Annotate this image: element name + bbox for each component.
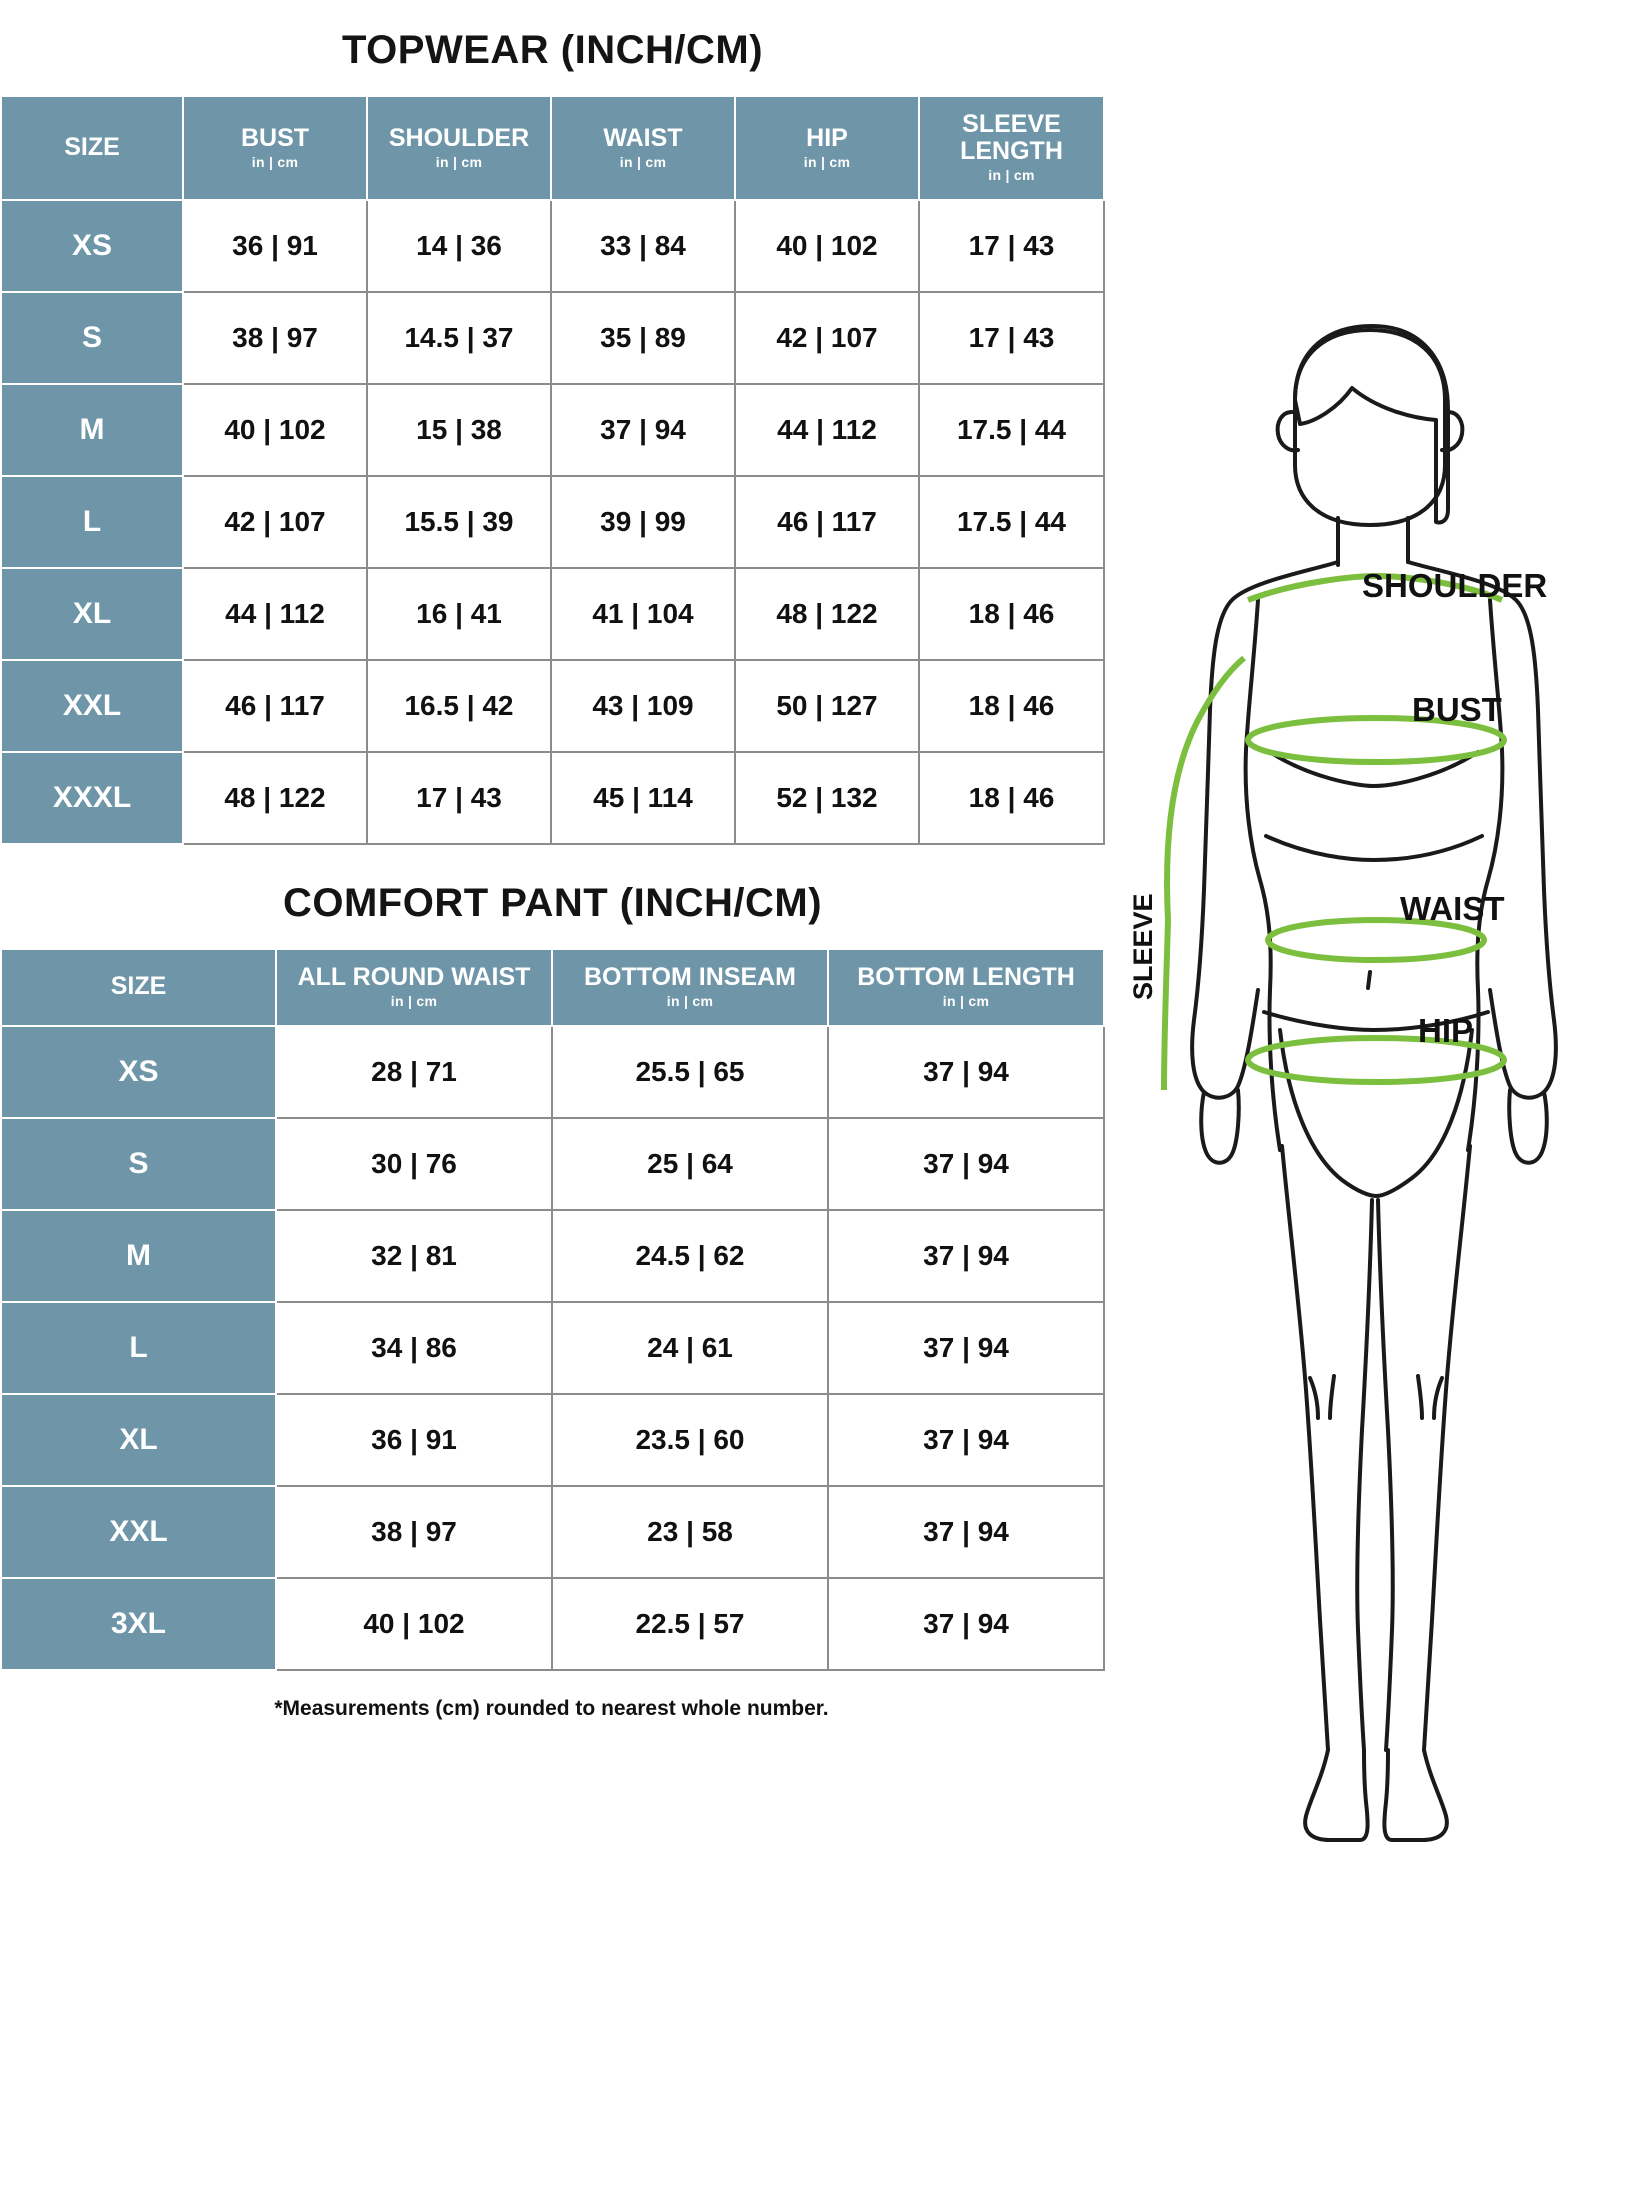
column-header-sleeve-length-unit: in | cm <box>988 167 1035 183</box>
cell-bottom-length: 37 | 94 <box>828 1026 1104 1118</box>
cell-bust: 38 | 97 <box>183 292 367 384</box>
cell-sleeve: 17.5 | 44 <box>919 384 1104 476</box>
label-hip: HIP <box>1418 1012 1474 1049</box>
head-outline <box>1295 330 1445 525</box>
cell-bottom-inseam: 23 | 58 <box>552 1486 828 1578</box>
column-header-bottom-inseam-unit: in | cm <box>666 993 714 1010</box>
cell-bottom-length: 37 | 94 <box>828 1394 1104 1486</box>
table-row <box>1 1026 1104 1118</box>
column-header-waist-unit: in | cm <box>619 153 667 170</box>
cell-bust: 36 | 91 <box>183 200 367 292</box>
label-waist: WAIST <box>1400 890 1505 927</box>
cell-waist: 33 | 84 <box>551 200 735 292</box>
cell-bust: 42 | 107 <box>183 476 367 568</box>
cell-bottom-length: 37 | 94 <box>828 1210 1104 1302</box>
cell-shoulder: 14 | 36 <box>367 200 551 292</box>
column-header-waist <box>551 96 735 200</box>
pant-table-body <box>1 1026 1104 1670</box>
cell-waist: 45 | 114 <box>551 752 735 844</box>
cell-hip: 50 | 127 <box>735 660 919 752</box>
column-header-size <box>1 96 183 200</box>
comfort-pant-table <box>0 948 1105 1671</box>
left-foot <box>1305 1750 1368 1840</box>
row-size: S <box>1 292 183 384</box>
label-shoulder: SHOULDER <box>1362 567 1548 604</box>
right-leg-inner <box>1378 1200 1393 1750</box>
column-header-bottom-inseam <box>552 949 828 1026</box>
column-header-shoulder-unit: in | cm <box>435 153 483 170</box>
cell-waist: 37 | 94 <box>551 384 735 476</box>
cell-shoulder: 17 | 43 <box>367 752 551 844</box>
cell-sleeve: 18 | 46 <box>919 660 1104 752</box>
table-row <box>1 1486 1104 1578</box>
table-header-row <box>1 96 1104 200</box>
table-row <box>1 476 1104 568</box>
column-header-hip-label: HIP <box>806 123 848 152</box>
column-header-sleeve-length-label: SLEEVE LENGTH <box>960 110 1063 165</box>
cell-shoulder: 15.5 | 39 <box>367 476 551 568</box>
brief-outline <box>1280 1030 1472 1196</box>
row-size: XXL <box>1 1486 276 1578</box>
cell-bottom-inseam: 24 | 61 <box>552 1302 828 1394</box>
column-header-hip-unit: in | cm <box>803 153 851 170</box>
row-size: XS <box>1 200 183 292</box>
measurements-footnote: *Measurements (cm) rounded to nearest whole number. <box>274 1697 829 1721</box>
right-leg-outer <box>1424 1146 1470 1750</box>
cell-hip: 44 | 112 <box>735 384 919 476</box>
cell-bottom-inseam: 25 | 64 <box>552 1118 828 1210</box>
table-row <box>1 752 1104 844</box>
cell-all-round-waist: 28 | 71 <box>276 1026 552 1118</box>
table-row <box>1 568 1104 660</box>
cell-bottom-inseam: 22.5 | 57 <box>552 1578 828 1670</box>
column-header-bust-label: BUST <box>240 123 310 152</box>
navel <box>1368 972 1370 988</box>
left-leg-outer <box>1282 1146 1328 1750</box>
sleeve-measure-line-lower <box>1164 920 1168 1090</box>
cell-bottom-inseam: 24.5 | 62 <box>552 1210 828 1302</box>
row-size: XL <box>1 568 183 660</box>
table-row <box>1 660 1104 752</box>
label-bust: BUST <box>1412 691 1502 728</box>
cell-sleeve: 18 | 46 <box>919 568 1104 660</box>
column-header-bottom-length-label: BOTTOM LENGTH <box>857 963 1075 992</box>
row-size: L <box>1 1302 276 1394</box>
table-row <box>1 1394 1104 1486</box>
column-header-all-round-waist-label: ALL ROUND WAIST <box>297 963 531 992</box>
cell-hip: 40 | 102 <box>735 200 919 292</box>
row-size: 3XL <box>1 1578 276 1670</box>
cell-bottom-length: 37 | 94 <box>828 1486 1104 1578</box>
column-header-hip <box>735 96 919 200</box>
cell-bust: 46 | 117 <box>183 660 367 752</box>
cell-waist: 43 | 109 <box>551 660 735 752</box>
label-sleeve: SLEEVE <box>1128 893 1158 1000</box>
row-size: XL <box>1 1394 276 1486</box>
right-knee-detail-2 <box>1418 1376 1422 1418</box>
cell-bust: 48 | 122 <box>183 752 367 844</box>
cell-bottom-length: 37 | 94 <box>828 1302 1104 1394</box>
column-header-all-round-waist-unit: in | cm <box>390 993 438 1010</box>
right-knee-detail <box>1434 1378 1442 1418</box>
column-header-bust <box>183 96 367 200</box>
table-row <box>1 384 1104 476</box>
column-header-bottom-inseam-label: BOTTOM INSEAM <box>583 963 797 992</box>
table-header-row <box>1 949 1104 1026</box>
cell-sleeve: 17.5 | 44 <box>919 476 1104 568</box>
table-row <box>1 200 1104 292</box>
topwear-title: TOPWEAR (INCH/CM) <box>341 28 764 72</box>
row-size: S <box>1 1118 276 1210</box>
cell-all-round-waist: 30 | 76 <box>276 1118 552 1210</box>
cell-all-round-waist: 34 | 86 <box>276 1302 552 1394</box>
column-header-bottom-length <box>828 949 1104 1026</box>
right-hand <box>1509 1090 1547 1163</box>
cell-all-round-waist: 36 | 91 <box>276 1394 552 1486</box>
cell-bottom-inseam: 23.5 | 60 <box>552 1394 828 1486</box>
left-leg-inner <box>1357 1200 1372 1750</box>
column-header-bottom-length-unit: in | cm <box>942 993 990 1010</box>
table-row <box>1 292 1104 384</box>
cell-waist: 39 | 99 <box>551 476 735 568</box>
topwear-table-head <box>1 96 1104 200</box>
cell-all-round-waist: 40 | 102 <box>276 1578 552 1670</box>
cell-waist: 35 | 89 <box>551 292 735 384</box>
body-measurement-figure <box>1120 300 1640 1940</box>
cell-bottom-length: 37 | 94 <box>828 1578 1104 1670</box>
cell-shoulder: 15 | 38 <box>367 384 551 476</box>
cell-shoulder: 16 | 41 <box>367 568 551 660</box>
table-row <box>1 1210 1104 1302</box>
column-header-shoulder <box>367 96 551 200</box>
column-header-size-label: SIZE <box>64 132 120 161</box>
cell-all-round-waist: 38 | 97 <box>276 1486 552 1578</box>
hair-outline <box>1295 326 1448 523</box>
row-size: XXXL <box>1 752 183 844</box>
pant-table-head <box>1 949 1104 1026</box>
female-body-diagram <box>1120 300 1640 1940</box>
cell-bust: 44 | 112 <box>183 568 367 660</box>
column-header-all-round-waist <box>276 949 552 1026</box>
bra-bottom-line <box>1266 836 1482 860</box>
cell-all-round-waist: 32 | 81 <box>276 1210 552 1302</box>
cell-hip: 46 | 117 <box>735 476 919 568</box>
cell-shoulder: 16.5 | 42 <box>367 660 551 752</box>
table-row <box>1 1118 1104 1210</box>
cell-waist: 41 | 104 <box>551 568 735 660</box>
cell-hip: 48 | 122 <box>735 568 919 660</box>
cell-sleeve: 17 | 43 <box>919 292 1104 384</box>
cell-hip: 52 | 132 <box>735 752 919 844</box>
table-row <box>1 1302 1104 1394</box>
topwear-table <box>0 95 1105 845</box>
row-size: L <box>1 476 183 568</box>
cell-bottom-inseam: 25.5 | 65 <box>552 1026 828 1118</box>
left-hand <box>1201 1090 1239 1163</box>
row-size: XXL <box>1 660 183 752</box>
left-arm-outline <box>1192 562 1338 1098</box>
cell-sleeve: 18 | 46 <box>919 752 1104 844</box>
figure-column <box>1120 0 1640 2100</box>
cell-bottom-length: 37 | 94 <box>828 1118 1104 1210</box>
topwear-table-body <box>1 200 1104 844</box>
row-size: M <box>1 384 183 476</box>
left-knee-detail-2 <box>1330 1376 1334 1418</box>
column-header-size-label: SIZE <box>110 972 167 1001</box>
column-header-size <box>1 949 276 1026</box>
column-header-bust-unit: in | cm <box>251 153 299 170</box>
column-header-sleeve-length <box>919 96 1104 200</box>
row-size: M <box>1 1210 276 1302</box>
row-size: XS <box>1 1026 276 1118</box>
cell-bust: 40 | 102 <box>183 384 367 476</box>
column-header-waist-label: WAIST <box>603 123 683 152</box>
right-foot <box>1384 1750 1447 1840</box>
column-header-shoulder-label: SHOULDER <box>388 123 530 152</box>
table-row <box>1 1578 1104 1670</box>
cell-sleeve: 17 | 43 <box>919 200 1104 292</box>
cell-hip: 42 | 107 <box>735 292 919 384</box>
left-knee-detail <box>1310 1378 1318 1418</box>
pant-title: COMFORT PANT (INCH/CM) <box>282 881 823 926</box>
cell-shoulder: 14.5 | 37 <box>367 292 551 384</box>
